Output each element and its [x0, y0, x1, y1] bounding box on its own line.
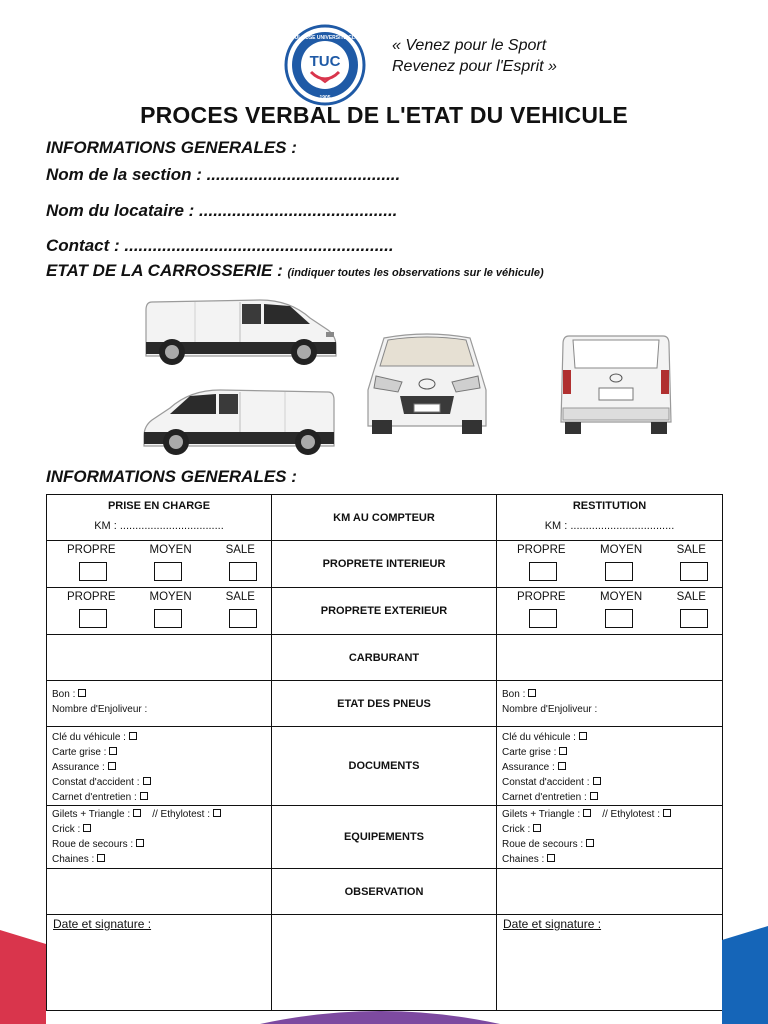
checkbox-icon[interactable]: [547, 854, 555, 862]
checkbox-icon[interactable]: [590, 792, 598, 800]
equip-item[interactable]: Roue de secours :: [52, 837, 271, 852]
sale-checkbox[interactable]: [680, 609, 708, 628]
checkbox-icon[interactable]: [558, 762, 566, 770]
checkbox-icon[interactable]: [133, 809, 141, 817]
equip-item[interactable]: Chaines :: [52, 852, 271, 867]
doc-item[interactable]: Constat d'accident :: [52, 775, 271, 790]
checkbox-icon[interactable]: [97, 854, 105, 862]
logo-ring-text: TOULOUSE UNIVERSITE CLUB: [287, 35, 363, 41]
moyen-checkbox[interactable]: [154, 609, 182, 628]
proprete-exterieur-label: PROPRETE EXTERIEUR: [272, 588, 497, 635]
equip-item[interactable]: Crick :: [52, 822, 271, 837]
tyres-ok-item[interactable]: Bon :: [52, 687, 271, 702]
checkbox-icon[interactable]: [586, 839, 594, 847]
logo-year: 1905: [319, 95, 331, 101]
doc-item[interactable]: Carte grise :: [502, 745, 722, 760]
option-label: PROPRE: [517, 544, 566, 556]
footer-decoration: [0, 900, 768, 1024]
table-row-proprete-interieur: [47, 541, 723, 588]
checkbox-icon[interactable]: [663, 809, 671, 817]
renter-name-field[interactable]: Nom du locataire : ..........................................: [46, 201, 398, 220]
table-row-carburant: [47, 635, 723, 681]
checkbox-icon[interactable]: [109, 747, 117, 755]
doc-item[interactable]: Carnet d'entretien :: [52, 790, 271, 805]
restitution-equipements-cell: [497, 806, 723, 869]
checkbox-icon[interactable]: [140, 792, 148, 800]
checkbox-icon[interactable]: [83, 824, 91, 832]
prise-proprete-ext-cell: [47, 588, 272, 635]
doc-item[interactable]: Assurance :: [52, 760, 271, 775]
option-label: PROPRE: [517, 591, 566, 603]
signature-label: Date et signature :: [53, 917, 152, 931]
restitution-carburant-cell[interactable]: [497, 635, 723, 681]
equip-item[interactable]: Chaines :: [502, 852, 722, 867]
option-label: SALE: [225, 591, 255, 603]
info-heading-2: INFORMATIONS GENERALES :: [46, 467, 297, 486]
option-label: MOYEN: [149, 544, 192, 556]
option-label: PROPRE: [67, 591, 116, 603]
prise-proprete-int-cell: [47, 541, 272, 588]
restitution-proprete-int-cell: [497, 541, 723, 588]
checkbox-icon[interactable]: [528, 689, 536, 697]
moyen-checkbox[interactable]: [154, 562, 182, 581]
bodywork-label: ETAT DE LA CARROSSERIE :: [46, 261, 283, 280]
doc-item[interactable]: Clé du véhicule :: [502, 730, 722, 745]
option-label: PROPRE: [67, 544, 116, 556]
propre-checkbox[interactable]: [79, 562, 107, 581]
option-label: MOYEN: [599, 591, 643, 603]
checkbox-icon[interactable]: [593, 777, 601, 785]
table-row-equipements: [47, 806, 723, 869]
tuc-logo: [284, 24, 366, 106]
hubcap-count-field[interactable]: Nombre d'Enjoliveur :: [502, 704, 598, 715]
table-row-km: [47, 495, 723, 541]
equipements-label: EQUIPEMENTS: [272, 806, 497, 869]
restitution-pneus-cell: [497, 681, 723, 727]
equip-item-gilets[interactable]: Gilets + Triangle : // Ethylotest :: [502, 807, 722, 822]
info-heading: INFORMATIONS GENERALES :: [46, 138, 297, 157]
contact-field[interactable]: Contact : .........................................................: [46, 236, 394, 255]
prise-documents-cell: [47, 727, 272, 806]
propre-checkbox[interactable]: [529, 562, 557, 581]
checkbox-icon[interactable]: [559, 747, 567, 755]
moyen-checkbox[interactable]: [605, 609, 633, 628]
sale-checkbox[interactable]: [229, 562, 257, 581]
option-label: SALE: [676, 544, 706, 556]
logo-text: TUC: [309, 53, 341, 70]
tyres-ok-item[interactable]: Bon :: [502, 687, 722, 702]
section-name-field[interactable]: Nom de la section : .........................................: [46, 165, 401, 184]
checkbox-icon[interactable]: [136, 839, 144, 847]
sale-checkbox[interactable]: [229, 609, 257, 628]
option-label: SALE: [225, 544, 255, 556]
restitution-km-cell[interactable]: [497, 495, 723, 541]
doc-item[interactable]: Assurance :: [502, 760, 722, 775]
checkbox-icon[interactable]: [213, 809, 221, 817]
prise-en-charge-km-cell[interactable]: [47, 495, 272, 541]
checkbox-icon[interactable]: [583, 809, 591, 817]
table-row-documents: [47, 727, 723, 806]
prise-pneus-cell: [47, 681, 272, 727]
propre-checkbox[interactable]: [79, 609, 107, 628]
option-label: MOYEN: [149, 591, 192, 603]
bodywork-note: (indiquer toutes les observations sur le véhicule): [287, 267, 544, 279]
km-compteur-label: KM AU COMPTEUR: [272, 495, 497, 541]
propre-checkbox[interactable]: [529, 609, 557, 628]
option-label: SALE: [676, 591, 706, 603]
etat-pneus-label: ETAT DES PNEUS: [272, 681, 497, 727]
document-title: PROCES VERBAL DE L'ETAT DU VEHICULE: [140, 102, 628, 128]
restitution-header: RESTITUTION: [572, 500, 647, 512]
checkbox-icon[interactable]: [129, 732, 137, 740]
van-front-image[interactable]: [362, 330, 492, 438]
checkbox-icon[interactable]: [579, 732, 587, 740]
documents-label: DOCUMENTS: [272, 727, 497, 806]
checkbox-icon[interactable]: [533, 824, 541, 832]
prise-en-charge-header: PRISE EN CHARGE: [107, 500, 211, 512]
restitution-documents-cell: [497, 727, 723, 806]
van-side-right-image[interactable]: [140, 290, 340, 370]
checkbox-icon[interactable]: [143, 777, 151, 785]
slogan-line-2: Revenez pour l'Esprit »: [392, 58, 557, 75]
prise-equipements-cell: [47, 806, 272, 869]
hubcap-count-field[interactable]: Nombre d'Enjoliveur :: [52, 704, 148, 715]
sale-checkbox[interactable]: [680, 562, 708, 581]
table-row-pneus: [47, 681, 723, 727]
van-rear-image[interactable]: [555, 330, 677, 438]
doc-item[interactable]: Constat d'accident :: [502, 775, 722, 790]
van-side-left-image[interactable]: [140, 380, 340, 460]
restitution-proprete-ext-cell: [497, 588, 723, 635]
km-field[interactable]: KM : ..................................: [94, 520, 224, 532]
proprete-interieur-label: PROPRETE INTERIEUR: [272, 541, 497, 588]
equip-item[interactable]: Crick :: [502, 822, 722, 837]
prise-carburant-cell[interactable]: [47, 635, 272, 681]
observation-label: OBSERVATION: [272, 869, 497, 915]
table-row-proprete-exterieur: [47, 588, 723, 635]
carburant-label: CARBURANT: [272, 635, 497, 681]
checkbox-icon[interactable]: [108, 762, 116, 770]
doc-item[interactable]: Clé du véhicule :: [52, 730, 271, 745]
km-field[interactable]: KM : ..................................: [544, 520, 675, 532]
slogan-line-1: « Venez pour le Sport: [392, 37, 547, 54]
moyen-checkbox[interactable]: [605, 562, 633, 581]
doc-item[interactable]: Carte grise :: [52, 745, 271, 760]
checkbox-icon[interactable]: [78, 689, 86, 697]
option-label: MOYEN: [599, 544, 643, 556]
signature-label: Date et signature :: [503, 917, 602, 931]
equip-item[interactable]: Roue de secours :: [502, 837, 722, 852]
bodywork-heading: [46, 261, 544, 281]
equip-item-gilets[interactable]: Gilets + Triangle : // Ethylotest :: [52, 807, 271, 822]
doc-item[interactable]: Carnet d'entretien :: [502, 790, 722, 805]
